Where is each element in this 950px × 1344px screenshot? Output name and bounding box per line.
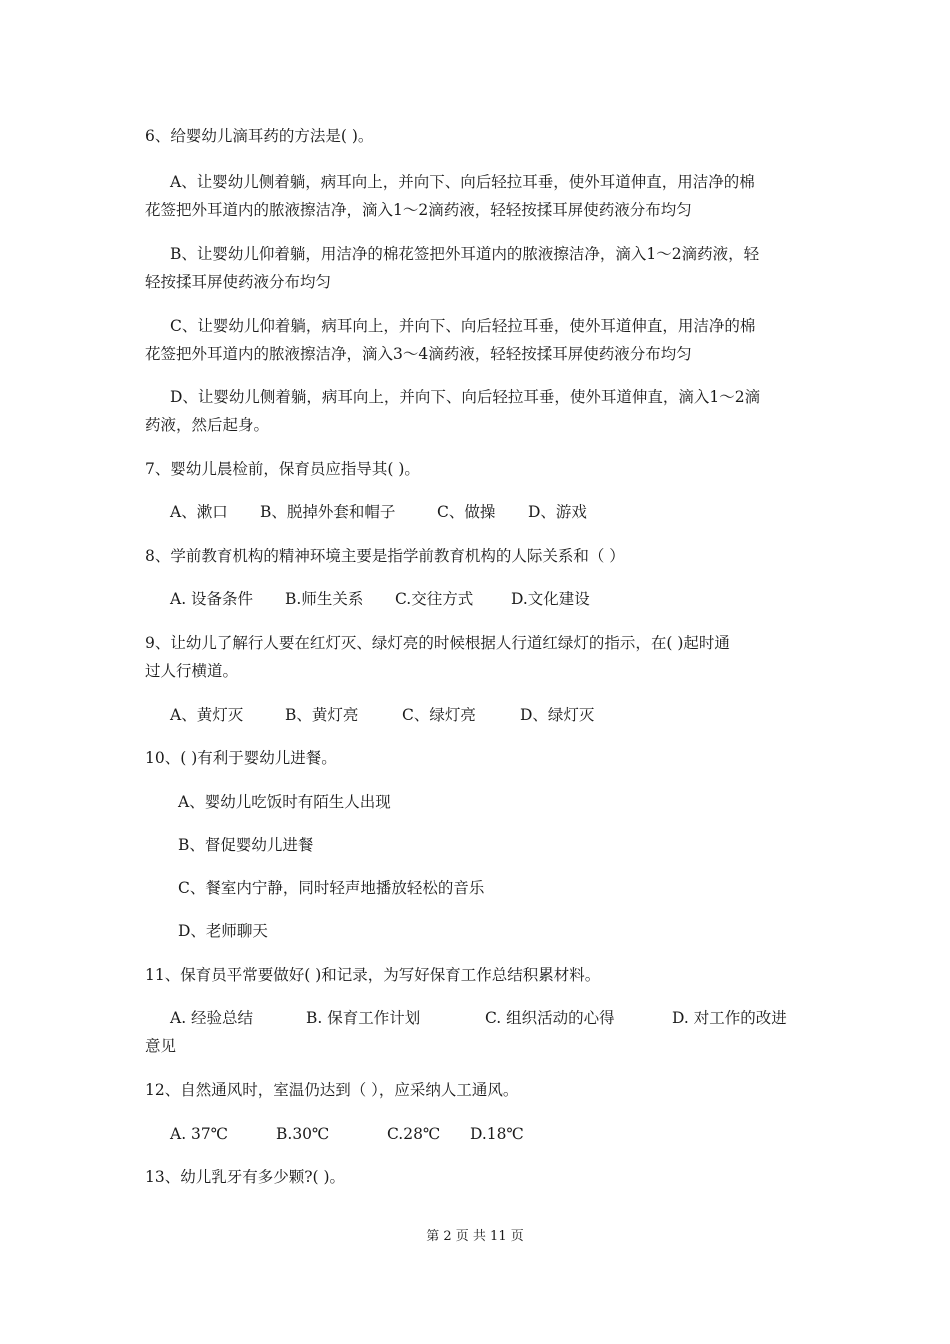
question-10-option-d: D、老师聊天 bbox=[178, 922, 268, 940]
question-11-option-d-continuation: 意见 bbox=[145, 1037, 177, 1055]
question-11-option-c: C. 组织活动的心得 bbox=[485, 1009, 615, 1027]
question-8-options bbox=[170, 589, 590, 609]
question-9-stem-line1: 9、让幼儿了解行人要在红灯灭、绿灯亮的时候根据人行道红绿灯的指示，在( )起时通 bbox=[145, 634, 730, 652]
question-11-stem: 11、保育员平常要做好( )和记录，为写好保育工作总结积累材料。 bbox=[145, 966, 601, 984]
question-8-option-d: D.文化建设 bbox=[511, 590, 590, 608]
question-9-options bbox=[170, 705, 594, 725]
question-7-option-b: B、脱掉外套和帽子 bbox=[260, 503, 396, 521]
question-9-option-a: A、黄灯灭 bbox=[170, 706, 244, 724]
question-11-option-b: B. 保育工作计划 bbox=[306, 1009, 421, 1027]
question-9-option-b: B、黄灯亮 bbox=[285, 706, 359, 724]
question-12-option-c: C.28℃ bbox=[387, 1125, 441, 1143]
question-6-option-b-line1: B、让婴幼儿仰着躺，用洁净的棉花签把外耳道内的脓液擦洁净，滴入1～2滴药液，轻 bbox=[170, 245, 760, 263]
question-6-option-d-line2: 药液，然后起身。 bbox=[145, 416, 270, 434]
question-6-stem: 6、给婴幼儿滴耳药的方法是( )。 bbox=[145, 127, 374, 145]
question-12-stem: 12、自然通风时，室温仍达到（ ），应采纳人工通风。 bbox=[145, 1081, 519, 1099]
question-7-option-a: A、漱口 bbox=[170, 503, 228, 521]
question-9-option-c: C、绿灯亮 bbox=[402, 706, 476, 724]
question-10-option-b: B、督促婴幼儿进餐 bbox=[178, 836, 314, 854]
question-10-stem: 10、( )有利于婴幼儿进餐。 bbox=[145, 749, 337, 767]
question-8-option-b: B.师生关系 bbox=[285, 590, 364, 608]
question-13-stem: 13、幼儿乳牙有多少颗?( )。 bbox=[145, 1168, 346, 1186]
question-11-options bbox=[170, 1008, 787, 1028]
question-6-option-a-line1: A、让婴幼儿侧着躺，病耳向上，并向下、向后轻拉耳垂，使外耳道伸直，用洁净的棉 bbox=[170, 173, 755, 191]
question-7-stem: 7、婴幼儿晨检前，保育员应指导其( )。 bbox=[145, 460, 420, 478]
question-12-option-d: D.18℃ bbox=[470, 1125, 524, 1143]
question-10-option-c: C、餐室内宁静，同时轻声地播放轻松的音乐 bbox=[178, 879, 485, 897]
question-6-option-b-line2: 轻按揉耳屏使药液分布均匀 bbox=[145, 273, 332, 291]
question-8-option-c: C.交往方式 bbox=[395, 590, 474, 608]
question-11-option-a: A. 经验总结 bbox=[170, 1009, 254, 1027]
question-9-option-d: D、绿灯灭 bbox=[520, 706, 595, 724]
question-12-option-b: B.30℃ bbox=[276, 1125, 330, 1143]
question-8-option-a: A. 设备条件 bbox=[170, 590, 254, 608]
question-7-option-d: D、游戏 bbox=[528, 503, 587, 521]
page-number-footer: 第 2 页 共 11 页 bbox=[426, 1229, 524, 1244]
question-7-options bbox=[170, 502, 587, 522]
question-12-option-a: A. 37℃ bbox=[170, 1125, 229, 1143]
question-11-option-d: D. 对工作的改进 bbox=[672, 1009, 787, 1027]
question-12-options bbox=[170, 1124, 524, 1144]
question-8-stem: 8、学前教育机构的精神环境主要是指学前教育机构的人际关系和（ ） bbox=[145, 547, 625, 565]
question-6-option-c-line2: 花签把外耳道内的脓液擦洁净，滴入3～4滴药液，轻轻按揉耳屏使药液分布均匀 bbox=[145, 345, 692, 363]
question-9-stem-line2: 过人行横道。 bbox=[145, 662, 239, 680]
question-7-option-c: C、做操 bbox=[437, 503, 496, 521]
question-6-option-c-line1: C、让婴幼儿仰着躺，病耳向上，并向下、向后轻拉耳垂，使外耳道伸直，用洁净的棉 bbox=[170, 317, 756, 335]
question-6-option-d-line1: D、让婴幼儿侧着躺，病耳向上，并向下、向后轻拉耳垂，使外耳道伸直，滴入1～2滴 bbox=[170, 388, 761, 406]
question-10-option-a: A、婴幼儿吃饭时有陌生人出现 bbox=[178, 793, 391, 811]
question-6-option-a-line2: 花签把外耳道内的脓液擦洁净，滴入1～2滴药液，轻轻按揉耳屏使药液分布均匀 bbox=[145, 201, 692, 219]
